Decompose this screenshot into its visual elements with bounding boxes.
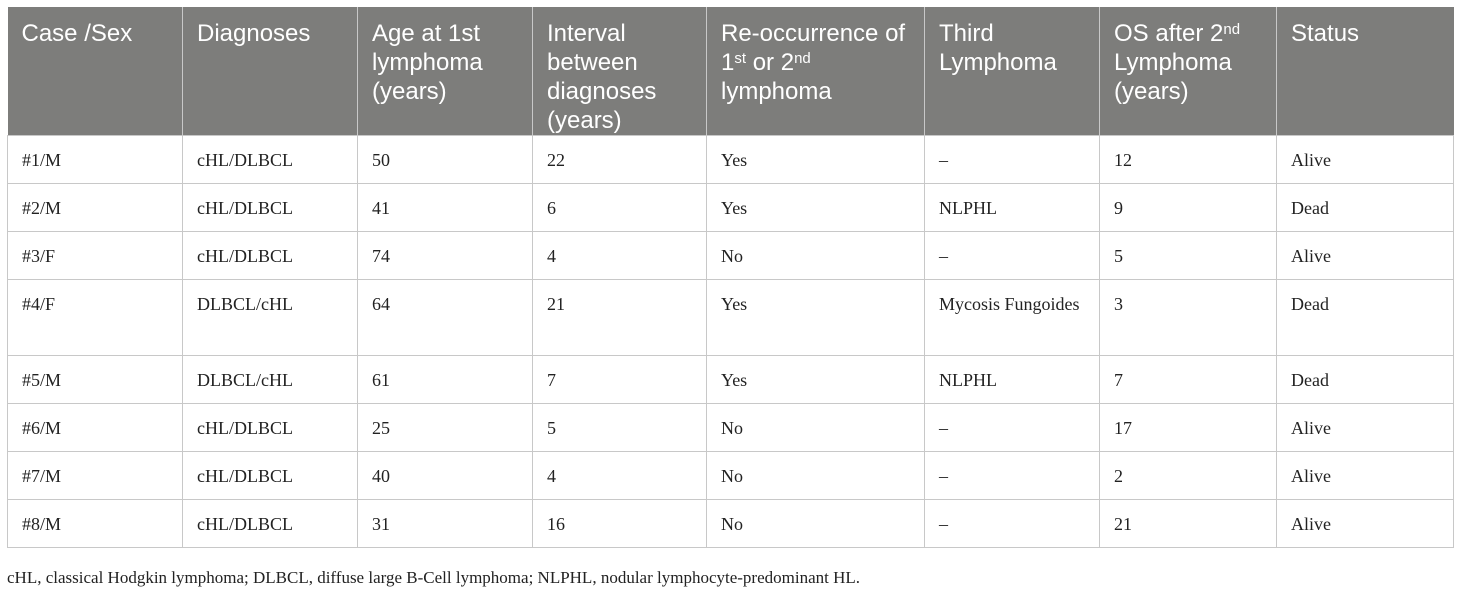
cell-case-sex: #5/M <box>8 356 183 404</box>
cell-third-lymphoma: – <box>925 500 1100 548</box>
cell-age: 61 <box>358 356 533 404</box>
cell-reoccurrence: No <box>707 404 925 452</box>
cell-os: 12 <box>1100 136 1277 184</box>
cell-status: Dead <box>1277 280 1454 356</box>
table-row <box>8 500 1454 548</box>
cell-os: 17 <box>1100 404 1277 452</box>
table-row <box>8 184 1454 232</box>
cell-age: 74 <box>358 232 533 280</box>
cell-third-lymphoma: NLPHL <box>925 356 1100 404</box>
cell-diagnoses: cHL/DLBCL <box>183 136 358 184</box>
cell-third-lymphoma: – <box>925 452 1100 500</box>
cell-third-lymphoma: Mycosis Fungoides <box>925 280 1100 356</box>
header-case-sex: Case /Sex <box>8 7 183 136</box>
cell-os: 21 <box>1100 500 1277 548</box>
cell-diagnoses: cHL/DLBCL <box>183 500 358 548</box>
cell-interval: 4 <box>533 452 707 500</box>
cell-os: 5 <box>1100 232 1277 280</box>
cell-reoccurrence: No <box>707 452 925 500</box>
cell-diagnoses: cHL/DLBCL <box>183 404 358 452</box>
header-status: Status <box>1277 7 1454 136</box>
cell-case-sex: #7/M <box>8 452 183 500</box>
header-interval: Interval between diagnoses (years) <box>533 7 707 136</box>
cell-third-lymphoma: – <box>925 232 1100 280</box>
cell-interval: 21 <box>533 280 707 356</box>
header-reoccurrence-sup-first: st <box>734 50 747 67</box>
cell-status: Dead <box>1277 356 1454 404</box>
header-third-lymphoma: Third Lymphoma <box>925 7 1100 136</box>
cell-age: 50 <box>358 136 533 184</box>
cell-case-sex: #2/M <box>8 184 183 232</box>
cell-case-sex: #4/F <box>8 280 183 356</box>
cell-diagnoses: DLBCL/cHL <box>183 356 358 404</box>
cell-age: 41 <box>358 184 533 232</box>
header-os <box>1100 7 1277 136</box>
cell-interval: 7 <box>533 356 707 404</box>
cell-interval: 6 <box>533 184 707 232</box>
cell-status: Alive <box>1277 452 1454 500</box>
table-row <box>8 136 1454 184</box>
cell-age: 31 <box>358 500 533 548</box>
cell-case-sex: #8/M <box>8 500 183 548</box>
cell-reoccurrence: No <box>707 500 925 548</box>
cell-case-sex: #6/M <box>8 404 183 452</box>
cell-diagnoses: DLBCL/cHL <box>183 280 358 356</box>
cell-diagnoses: cHL/DLBCL <box>183 184 358 232</box>
cell-age: 25 <box>358 404 533 452</box>
header-reoccurrence-text: Re-occurrence of 1 <box>721 20 906 76</box>
header-age: Age at 1st lymphoma (years) <box>358 7 533 136</box>
cell-status: Alive <box>1277 232 1454 280</box>
cell-reoccurrence: Yes <box>707 136 925 184</box>
table-row <box>8 280 1454 356</box>
cell-status: Dead <box>1277 184 1454 232</box>
cell-interval: 5 <box>533 404 707 452</box>
cell-status: Alive <box>1277 136 1454 184</box>
table-row <box>8 356 1454 404</box>
table-row <box>8 404 1454 452</box>
table-row <box>8 452 1454 500</box>
header-os-sup: nd <box>1223 21 1241 38</box>
cell-diagnoses: cHL/DLBCL <box>183 452 358 500</box>
cell-reoccurrence: Yes <box>707 280 925 356</box>
header-os-text: OS after 2 <box>1114 20 1224 47</box>
header-os-text-end: Lymphoma (years) <box>1114 49 1232 105</box>
header-reoccurrence-text-mid: or 2 <box>746 49 795 76</box>
cell-third-lymphoma: NLPHL <box>925 184 1100 232</box>
cell-os: 2 <box>1100 452 1277 500</box>
table-header-row <box>8 7 1454 136</box>
cell-reoccurrence: No <box>707 232 925 280</box>
table-row <box>8 232 1454 280</box>
header-reoccurrence <box>707 7 925 136</box>
header-reoccurrence-sup-second: nd <box>794 50 811 67</box>
cell-reoccurrence: Yes <box>707 184 925 232</box>
cell-diagnoses: cHL/DLBCL <box>183 232 358 280</box>
cell-case-sex: #3/F <box>8 232 183 280</box>
cell-third-lymphoma: – <box>925 404 1100 452</box>
cell-reoccurrence: Yes <box>707 356 925 404</box>
cell-interval: 22 <box>533 136 707 184</box>
cell-status: Alive <box>1277 404 1454 452</box>
cell-os: 3 <box>1100 280 1277 356</box>
header-diagnoses: Diagnoses <box>183 7 358 136</box>
cell-interval: 16 <box>533 500 707 548</box>
cell-third-lymphoma: – <box>925 136 1100 184</box>
cell-os: 9 <box>1100 184 1277 232</box>
lymphoma-cases-table <box>7 7 1454 548</box>
cell-status: Alive <box>1277 500 1454 548</box>
cell-case-sex: #1/M <box>8 136 183 184</box>
table-footnote: cHL, classical Hodgkin lymphoma; DLBCL, diffuse large B-Cell lymphoma; NLPHL, nodular lymphocyte-predominant HL. <box>7 568 860 587</box>
cell-interval: 4 <box>533 232 707 280</box>
cell-age: 40 <box>358 452 533 500</box>
cell-age: 64 <box>358 280 533 356</box>
cell-os: 7 <box>1100 356 1277 404</box>
header-reoccurrence-text-end: lymphoma <box>721 78 832 105</box>
